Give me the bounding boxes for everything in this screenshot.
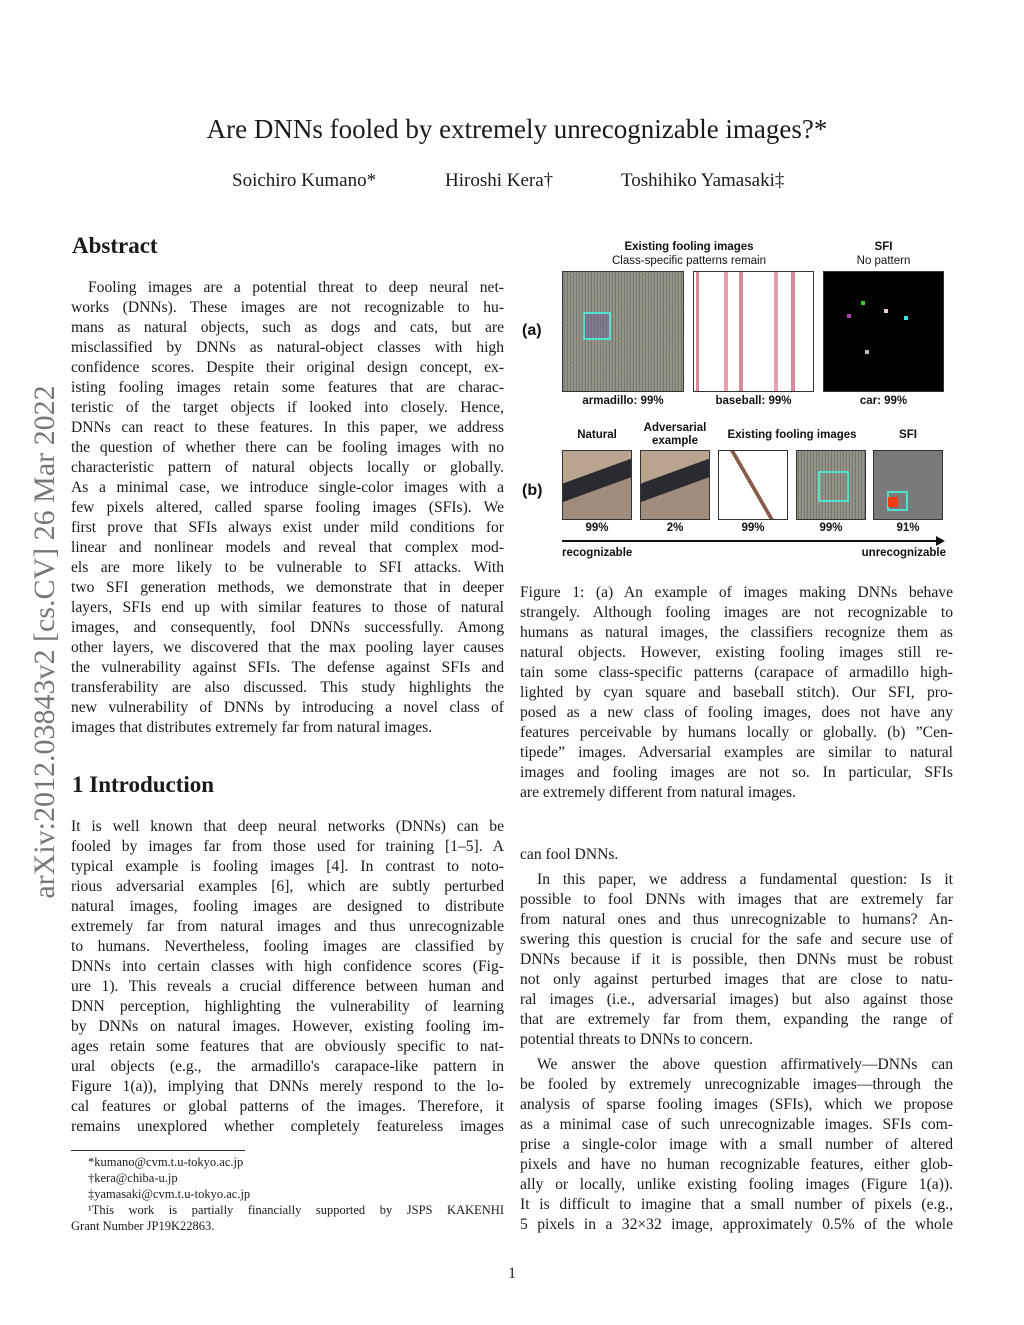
text-line: first prove that SFIs always exist under mild conditions for [71, 519, 504, 536]
fig-b-head-adversarial: Adversarial example [643, 422, 707, 447]
fig-a-sub-sfi: No pattern [856, 255, 911, 267]
fig-b-head-natural: Natural [577, 429, 617, 441]
fooling-noise-centipede-image [796, 450, 866, 520]
text-line: the vulnerability against SFIs. The defense against SFIs and [71, 659, 504, 676]
right-column-p2 [520, 1055, 953, 1235]
footnote-rule [71, 1150, 245, 1151]
right-column-p0 [520, 845, 953, 865]
author-3: Toshihiko Yamasaki‡ [621, 170, 785, 191]
text-line: In this paper, we address a fundamental question: Is it [537, 871, 953, 888]
text-line: swering this question is crucial for the safe and secure use of [520, 931, 953, 948]
text-line: DNNs can react to these features. In this paper, we address [71, 419, 504, 436]
footnote-2: †kera@chiba-u.jp [88, 1171, 178, 1185]
text-line: misclassified by DNNs as natural-object classes with high [71, 339, 504, 356]
natural-centipede-image [562, 450, 632, 520]
text-line: tain some class-specific patterns (carapace of armadillo high- [520, 664, 953, 681]
footnote-4-cont: Grant Number JP19K22863. [71, 1219, 215, 1233]
text-line: ural objects (e.g., the armadillo's carapace-like pattern in [71, 1058, 504, 1075]
text-line: possible to fool DNNs with images that are extremely far [520, 891, 953, 908]
text-line: natural images, fooling images are designed to distribute [71, 898, 504, 915]
text-line: two SFI generation methods, we demonstrate that in deeper [71, 579, 504, 596]
text-line: mans as natural objects, such as dogs and cats, but are [71, 319, 504, 336]
text-line: characteristic pattern of natural objects locally or globally. [71, 459, 504, 476]
text-line: are extremely different from natural images. [520, 784, 796, 801]
abstract-body [71, 278, 504, 738]
text-line: not only against perturbed images that are close to natu- [520, 971, 953, 988]
fooling-centipede-image [718, 450, 788, 520]
text-line: extremely far from natural images and thus unrecognizable [71, 918, 504, 935]
fig-b-value: 91% [896, 522, 920, 534]
text-line: DNN perception, highlighting the vulnerability of learning [71, 998, 504, 1015]
text-line: few pixels altered, called sparse fooling images (SFIs). We [71, 499, 504, 516]
fig-label-b: (b) [522, 482, 543, 499]
text-line: rious adversarial examples [6], which are subtly perturbed [71, 878, 504, 895]
text-line: strangely. Although fooling images are not recognizable to [520, 604, 953, 621]
text-line: ral images (i.e., adversarial images) but also against those [520, 991, 953, 1008]
fig-a-caption-car: car: 99% [859, 395, 908, 407]
text-line: natural objects. However, existing fooling images still re- [520, 644, 953, 661]
footnote-3: ‡yamasaki@cvm.t.u-tokyo.ac.jp [88, 1187, 251, 1201]
text-line: images and fooling images are not so. In particular, SFIs [520, 764, 953, 781]
footnote-1: *kumano@cvm.t.u-tokyo.ac.jp [88, 1155, 244, 1169]
text-line: features perceivable by humans locally or globally. (b) ”Cen- [520, 724, 953, 741]
page-number: 1 [508, 1265, 516, 1282]
pixel [865, 350, 869, 354]
text-line: other layers, we discovered that the max pooling layer causes [71, 639, 504, 656]
text-line: that are extremely far from them, expanding the range of [520, 1011, 953, 1028]
text-line: ages retain some features that are obviously specific to nat- [71, 1038, 504, 1055]
text-line: images, and consequently, fool DNNs successfully. Among [71, 619, 504, 636]
text-line: pixels and have no human recognizable features, either glob- [520, 1156, 953, 1173]
footnote-4: ¹This work is partially financially supported by JSPS KAKENHI [88, 1203, 504, 1217]
text-line: As a minimal case, we introduce single-color images with a [71, 479, 504, 496]
fig-b-head-sfi: SFI [899, 429, 917, 441]
text-line: Fooling images are a potential threat to deep neural net- [88, 279, 504, 296]
text-line: transferability are also discussed. This study highlights the [71, 679, 504, 696]
arrow-line [562, 540, 938, 542]
text-line: cal features or global patterns of the images. Therefore, it [71, 1098, 504, 1115]
pixel [884, 309, 888, 313]
footnotes [71, 1154, 504, 1234]
text-line: be fooled by extremely unrecognizable images—through the [520, 1076, 953, 1093]
text-line: images that distributes extremely far from natural images. [71, 719, 433, 736]
text-line: prise a single-color image with a small number of altered [520, 1136, 953, 1153]
sfi-centipede-image [873, 450, 943, 520]
author-2: Hiroshi Kera† [445, 170, 554, 191]
text-line: by DNNs on natural images. However, existing fooling im- [71, 1018, 504, 1035]
text-line: It is well known that deep neural networks (DNNs) can be [71, 818, 504, 835]
text-line: 5 pixels in a 32×32 image, approximately 0.5% of the whole [520, 1216, 953, 1233]
highlight-square [583, 312, 611, 340]
text-line: tipede” images. Adversarial examples are similar to natural [520, 744, 953, 761]
pixel [847, 314, 851, 318]
text-line: works (DNNs). These images are not recognizable to hu- [71, 299, 504, 316]
text-line: as a minimal case of such unrecognizable images. SFIs com- [520, 1116, 953, 1133]
fig-b-value: 2% [666, 522, 684, 534]
text-line: lighted by cyan square and baseball stitch). Our SFI, pro- [520, 684, 953, 701]
text-line: new vulnerability of DNNs by introducing a novel class of [71, 699, 504, 716]
text-line: We answer the above question affirmatively—DNNs can [537, 1056, 953, 1073]
introduction-heading: 1 Introduction [72, 772, 215, 797]
text-line: DNNs because if it is possible, then DNNs must be robust [520, 951, 953, 968]
fig-a-header-existing: Existing fooling images [624, 241, 754, 253]
introduction-body [71, 817, 504, 1137]
paper-title: Are DNNs fooled by extremely unrecognizable images?* [206, 114, 828, 144]
text-line: analysis of sparse fooling images (SFIs), which we propose [520, 1096, 953, 1113]
text-line: teristic of the target objects if looked into closely. Hence, [71, 399, 504, 416]
axis-label-recognizable: recognizable [562, 547, 633, 559]
pixel [861, 301, 865, 305]
right-column-p1 [520, 870, 953, 1050]
fig-b-value: 99% [819, 522, 843, 534]
pixel [904, 316, 908, 320]
armadillo-fooling-image [562, 271, 684, 392]
sfi-car-image [823, 271, 944, 392]
text-line: ally or locally, unlike existing fooling images (Figure 1(a)). [520, 1176, 953, 1193]
figure-caption [520, 583, 953, 803]
author-1: Soichiro Kumano* [232, 170, 377, 191]
fig-a-sub-existing: Class-specific patterns remain [611, 255, 767, 267]
text-line: potential threats to DNNs to concern. [520, 1031, 753, 1048]
arxiv-identifier: arXiv:2012.03843v2 [cs.CV] 26 Mar 2022 [28, 385, 61, 899]
baseball-fooling-image [693, 271, 814, 392]
text-line: els are more likely to be vulnerable to SFI attacks. With [71, 559, 504, 576]
text-line: posed as a new class of fooling images, does not have any [520, 704, 953, 721]
text-line: It is difficult to imagine that a small number of pixels (e.g., [520, 1196, 953, 1213]
fig-b-head-existing: Existing fooling images [727, 429, 857, 441]
abstract-heading: Abstract [72, 233, 158, 258]
text-line: layers, SFIs end up with similar features to those of natural [71, 599, 504, 616]
fig-a-header-sfi: SFI [874, 241, 893, 253]
text-line: to humans. Nevertheless, fooling images are classified by [71, 938, 504, 955]
fig-a-caption-baseball: baseball: 99% [715, 395, 792, 407]
text-line: typical example is fooling images [4]. In contrast to noto- [71, 858, 504, 875]
text-line: remains unexplored whether completely featureless images [71, 1118, 504, 1135]
text-line: fooled by images far from those used for training [1–5]. A [71, 838, 504, 855]
fig-b-value: 99% [741, 522, 765, 534]
highlight-square [818, 471, 849, 502]
fig-a-caption-armadillo: armadillo: 99% [582, 395, 664, 407]
adversarial-centipede-image [640, 450, 710, 520]
text-line: DNNs into certain classes with high confidence scores (Fig- [71, 958, 504, 975]
text-line: confidence scores. Despite their original design concept, ex- [71, 359, 504, 376]
fig-b-value: 99% [585, 522, 609, 534]
fig-label-a: (a) [522, 322, 542, 339]
text-line: ure 1). This reveals a crucial difference between human and [71, 978, 504, 995]
text-line: can fool DNNs. [520, 846, 619, 863]
text-line: Figure 1(a)), implying that DNNs merely respond to the lo- [71, 1078, 504, 1095]
text-line: Figure 1: (a) An example of images making DNNs behave [520, 584, 953, 601]
text-line: humans as natural images, the classifiers recognize them as [520, 624, 953, 641]
text-line: from natural ones and thus unrecognizable to humans? An- [520, 911, 953, 928]
altered-pixel [888, 497, 898, 507]
text-line: isting fooling images retain some features that are charac- [71, 379, 504, 396]
text-line: the question of whether there can be fooling images with no [71, 439, 504, 456]
axis-label-unrecognizable: unrecognizable [861, 547, 946, 559]
arrow-head-icon [936, 536, 945, 546]
text-line: linear and nonlinear models and reveal that complex mod- [71, 539, 504, 556]
